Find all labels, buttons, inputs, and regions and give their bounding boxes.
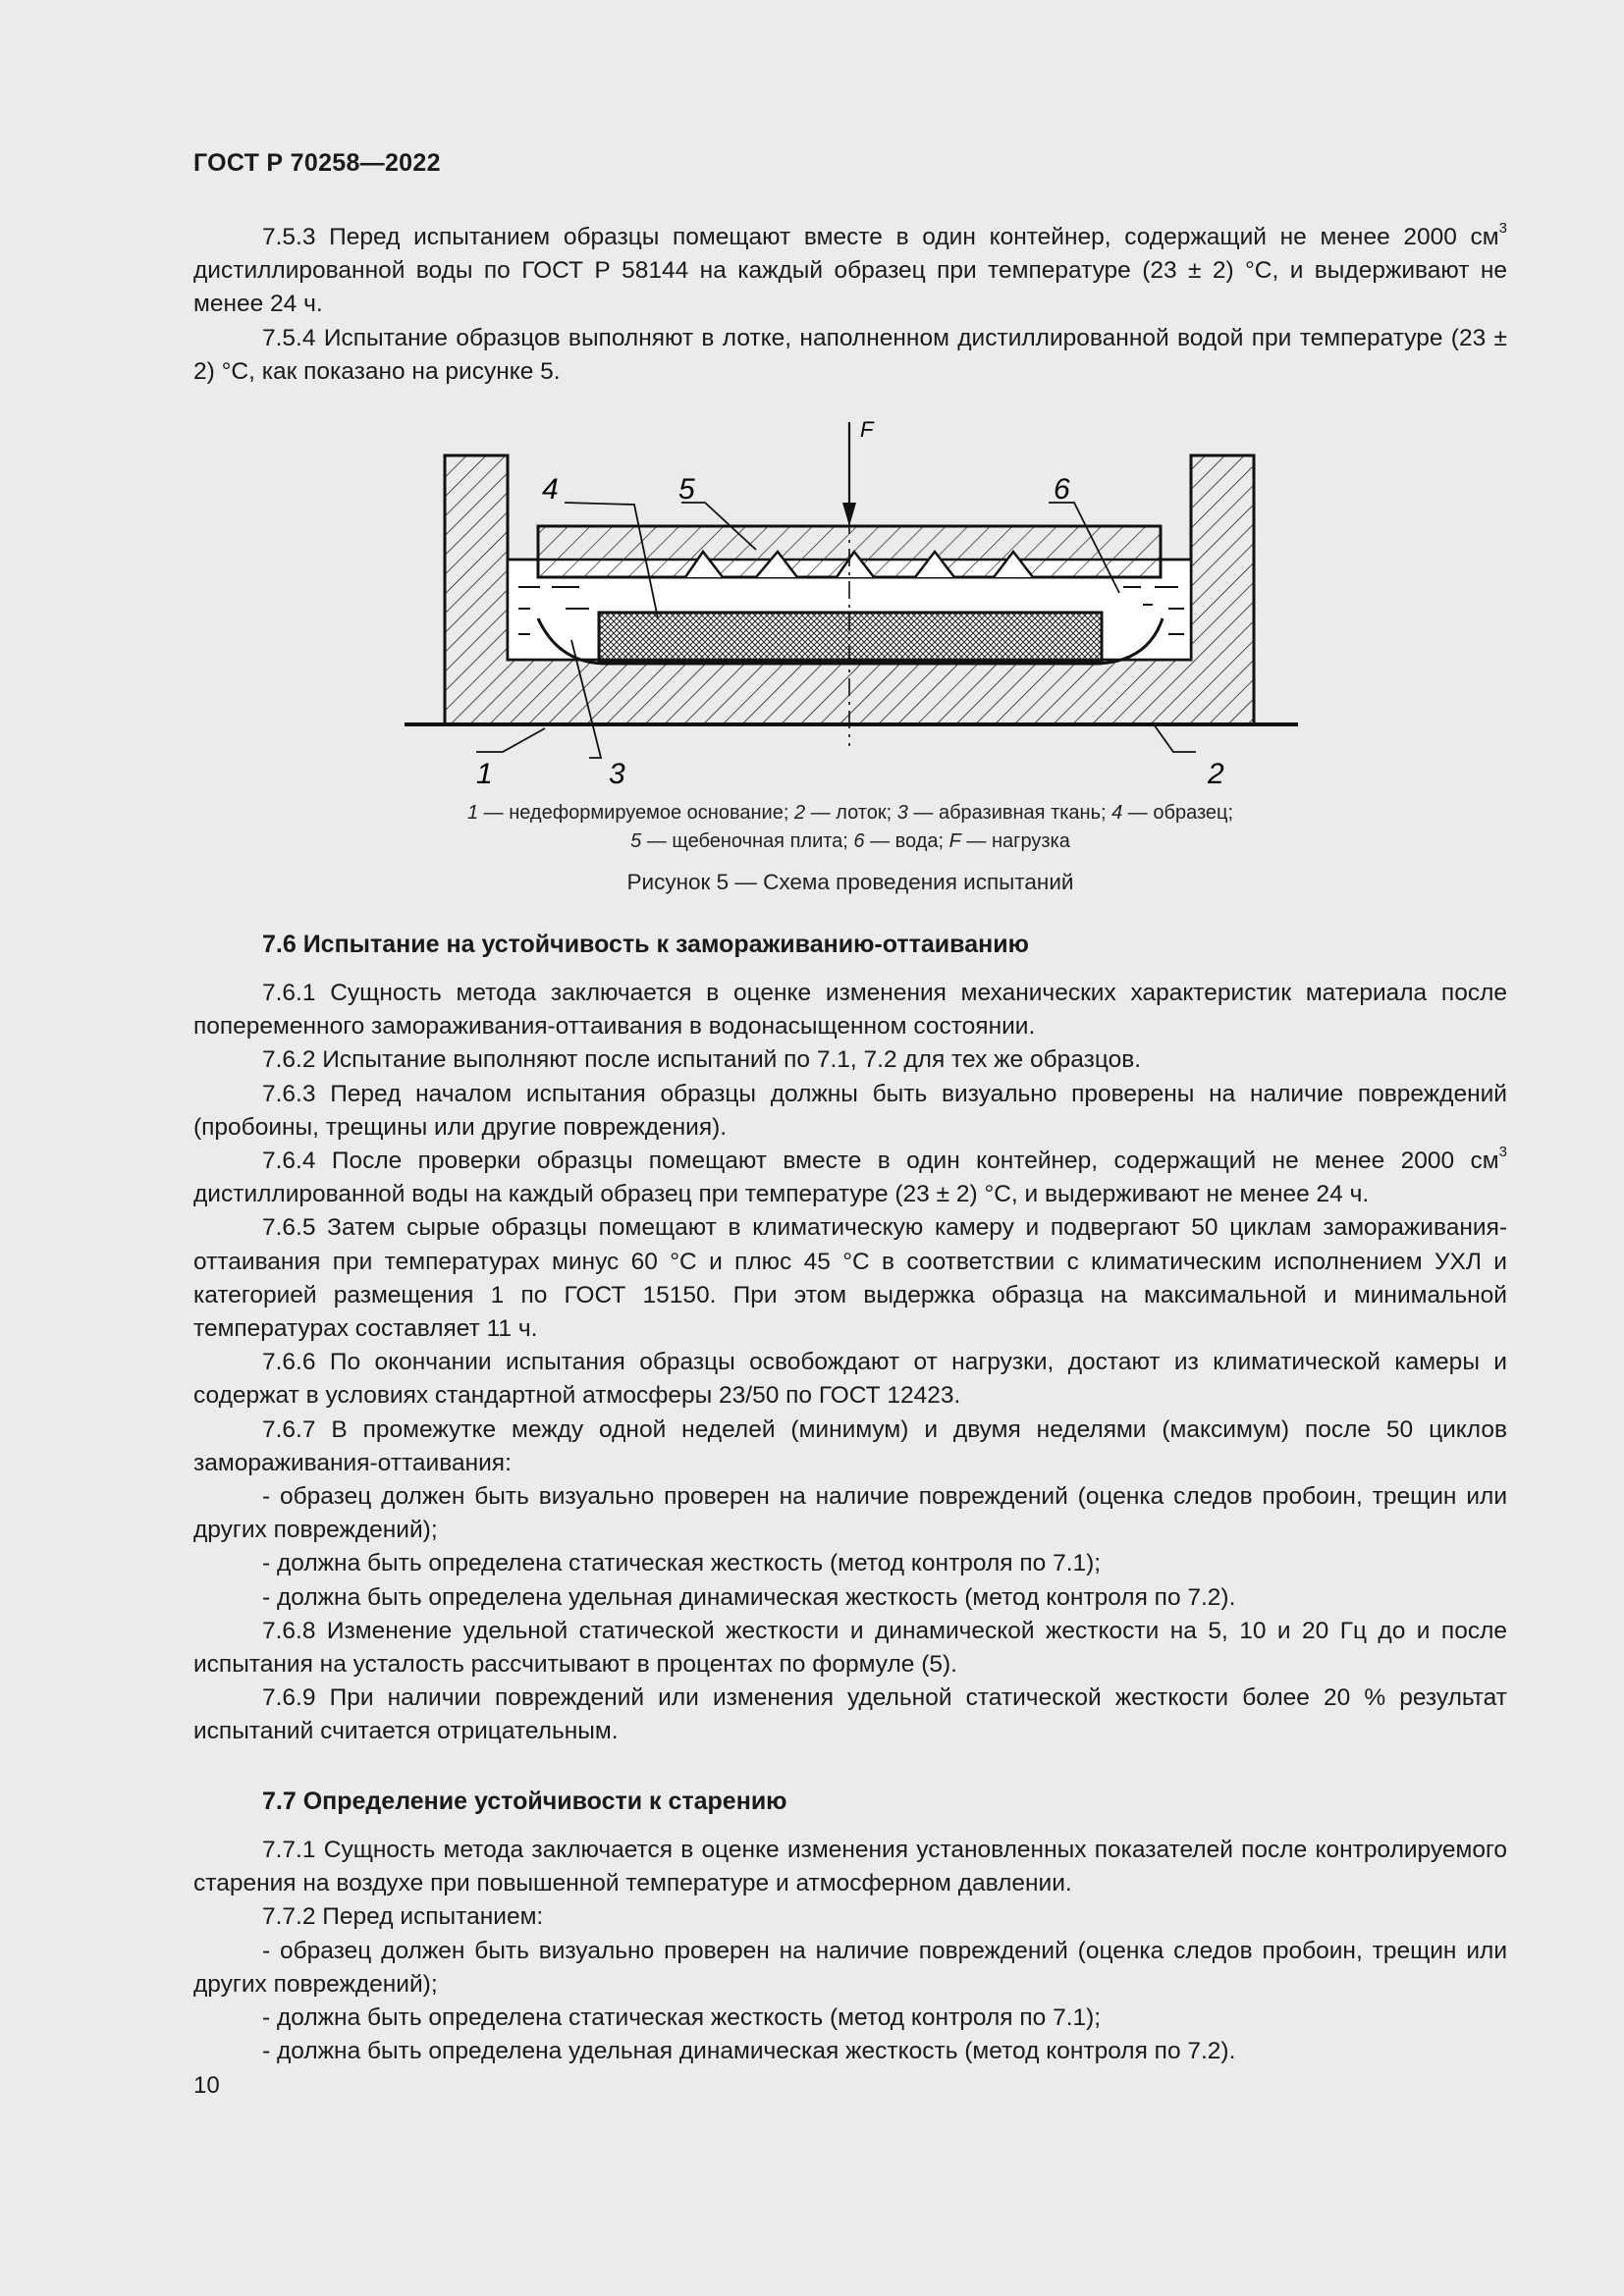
- list-item: - должна быть определена удельная динамическая жесткость (метод контроля по 7.2).: [262, 1583, 1236, 1611]
- figure-5-test-scheme: [393, 412, 1306, 844]
- label-6: 6: [1054, 473, 1070, 506]
- list-item: - образец должен быть визуально проверен на наличие повреждений (оценка следов пробоин, трещин или других повреждений);: [193, 1483, 1507, 1544]
- paragraph-7-6-8: 7.6.8 Изменение удельной статической жесткости и динамической жесткости на 5, 10 и 20 Гц до и после испытания на усталость рассчитывают в процентах по формуле (5).: [193, 1617, 1507, 1679]
- label-5: 5: [678, 473, 695, 506]
- figure-legend: [193, 799, 1507, 856]
- section-7-6: [193, 928, 1507, 1749]
- paragraph-7-6-6: 7.6.6 По окончании испытания образцы освобождают от нагрузки, достают из климатической камеры и содержат в условиях стандартной атмосферы 23/50 по ГОСТ 12423.: [193, 1349, 1507, 1410]
- document-header-code: ГОСТ Р 70258—2022: [193, 149, 441, 177]
- section-7-6-heading: 7.6 Испытание на устойчивость к замораживанию-оттаиванию: [262, 931, 1029, 958]
- paragraph-7-6-7: 7.6.7 В промежутке между одной неделей (минимум) и двумя неделями (максимум) после 50 циклов замораживания-оттаивания:: [193, 1415, 1507, 1476]
- specimen: [599, 613, 1102, 662]
- paragraph-7-6-1: 7.6.1 Сущность метода заключается в оценке изменения механических характеристик материала после попеременного замораживания-оттаивания в водонасыщенном состоянии.: [193, 980, 1507, 1041]
- paragraph-7-6-3: 7.6.3 Перед началом испытания образцы должны быть визуально проверены на наличие повреждений (пробоины, трещины или другие повреждения).: [193, 1080, 1507, 1141]
- section-7-7-heading: 7.7 Определение устойчивости к старению: [262, 1788, 787, 1815]
- paragraph-7-5-3: 7.5.3 Перед испытанием образцы помещают вместе в один контейнер, содержащий не менее 2000 $см^3$ дистиллированной воды по ГОСТ Р 58144 на каждый образец при температуре (23 ± 2) °С, и выдерживают не менее 24 ч.: [193, 219, 1507, 318]
- paragraph-7-6-2: 7.6.2 Испытание выполняют после испытаний по 7.1, 7.2 для тех же образцов.: [262, 1046, 1142, 1074]
- list-item: - должна быть определена удельная динамическая жесткость (метод контроля по 7.2).: [262, 2038, 1236, 2065]
- label-4: 4: [542, 473, 559, 506]
- paragraph-7-7-2: 7.7.2 Перед испытанием:: [262, 1903, 544, 1931]
- section-7-5-text: [193, 221, 1507, 389]
- figure-legend-line-1: 1 — недеформируемое основание; 2 — лоток; 3 — абразивная ткань; 4 — образец;: [466, 802, 1234, 824]
- paragraph-7-6-5: 7.6.5 Затем сырые образцы помещают в климатическую камеру и подвергают 50 циклам замораживания-оттаивания при температурах минус 60 °С и плюс 45 °С в соответствии с климатическим исполнением УХЛ и категорией размещения 1 по ГОСТ 15150. При этом выдержка образца на максимальной и минимальной температурах составляет 11 ч.: [193, 1214, 1507, 1343]
- figure-legend-line-2: 5 — щебеночная плита; 6 — вода; F — нагрузка: [630, 830, 1070, 852]
- paragraph-7-6-4: 7.6.4 После проверки образцы помещают вместе в один контейнер, содержащий не менее 2000 $см^3$ дистиллированной воды на каждый образец при температуре (23 ± 2) °С, и выдерживают не менее 24 ч.: [193, 1143, 1507, 1208]
- label-3: 3: [609, 758, 625, 790]
- list-item: - должна быть определена статическая жесткость (метод контроля по 7.1);: [262, 1550, 1102, 1577]
- figure-title: Рисунок 5 — Схема проведения испытаний: [626, 870, 1074, 894]
- label-2: 2: [1208, 758, 1224, 790]
- force-arrow-head: [842, 503, 856, 526]
- paragraph-7-7-1: 7.7.1 Сущность метода заключается в оценке изменения установленных показателей после контролируемого старения на воздухе при повышенной температуре и атмосферном давлении.: [193, 1837, 1507, 1897]
- list-item: - образец должен быть визуально проверен на наличие повреждений (оценка следов пробоин, трещин или других повреждений);: [193, 1937, 1507, 1998]
- page-number: 10: [193, 2072, 220, 2099]
- paragraph-7-6-9: 7.6.9 При наличии повреждений или изменения удельной статической жесткости более 20 % результат испытаний считается отрицательным.: [193, 1684, 1507, 1745]
- label-force-f: F: [860, 417, 874, 442]
- label-1: 1: [476, 758, 493, 790]
- section-7-7: [193, 1785, 1507, 2068]
- paragraph-7-5-4: 7.5.4 Испытание образцов выполняют в лотке, наполненном дистиллированной водой при температуре (23 ± 2) °С, как показано на рисунке 5.: [193, 324, 1507, 385]
- list-item: - должна быть определена статическая жесткость (метод контроля по 7.1);: [262, 2004, 1102, 2032]
